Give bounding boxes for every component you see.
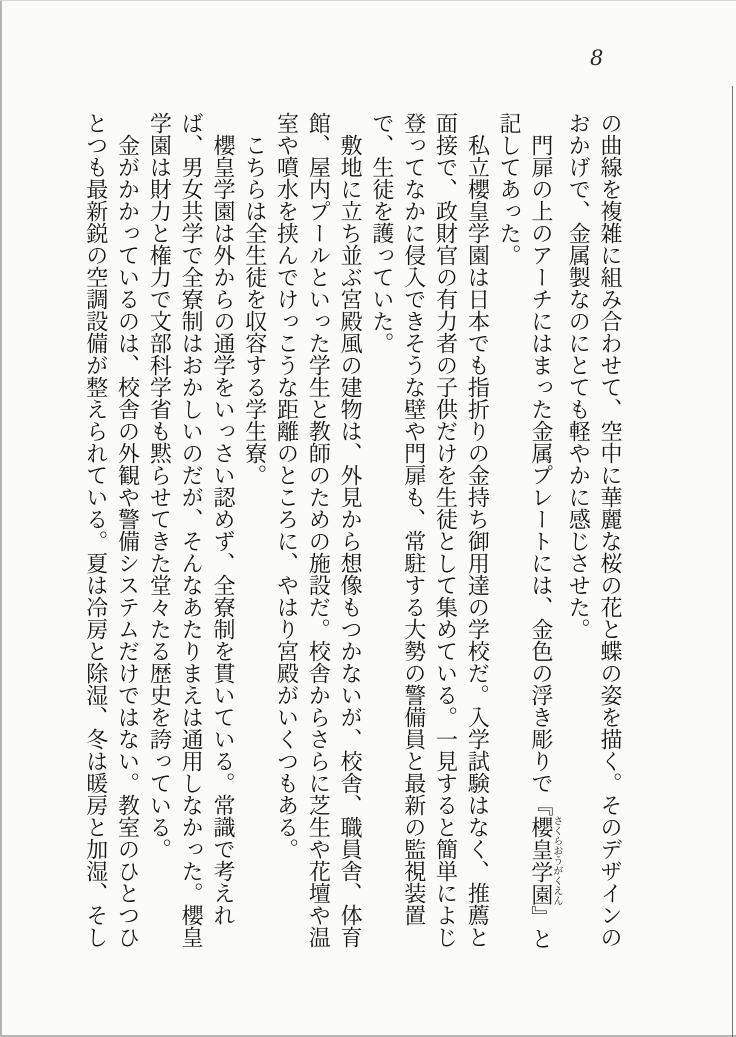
- scan-edge-top: [0, 0, 736, 1]
- paragraph: こちらは全生徒を収容する学生寮。: [241, 134, 267, 486]
- paragraph: 門扉の上のアーチにはまった金属プレートには、金色の浮き彫りで『櫻皇学園さくらおうがくえん』と記してあった。: [496, 112, 562, 950]
- paragraph: 櫻皇学園は外からの通学をいっさい認めず、全寮制を貫いている。常識で考えれば、男女共学で全寮制はおかしいのだが、そんなあたりまえは通用しなかった。櫻皇学園は財力と権力で文部科学省も黙らせてきた堂々たる歴史を誇っている。: [146, 112, 235, 948]
- paragraph: 敷地に立ち並ぶ宮殿風の建物は、外見から想像もつかないが、校舎、職員舎、体育館、屋内プールといった学生と教師のための施設だ。校舎からさらに芝生や花壇や温室や噴水を挟んでけっこうな距離のところに、やはり宮殿がいくつもある。: [273, 112, 363, 948]
- paragraph: の曲線を複雑に組み合わせて、空中に華麗な桜の花と蝶の姿を描く。そのデザインのおかげで、金属製なのにとても軽やかに感じさせた。: [565, 112, 622, 948]
- paragraph: 私立櫻皇学園は日本でも指折りの金持ち御用達の学校だ。入学試験はなく、推薦と面接で、政財官の有力者の子供だけを生徒として集めている。一見すると簡単によじ登ってなかに侵入できそうな壁や門扉も、常駐する大勢の警備員と最新の監視装置で、生徒を護っていた。: [368, 112, 490, 948]
- scan-edge-right: [732, 86, 733, 1037]
- body-text: [79, 112, 625, 950]
- ruby-furigana: 櫻皇学園さくらおうがくえん: [527, 815, 562, 906]
- page-number: 8: [590, 46, 604, 70]
- scan-edge-left: [0, 0, 2, 1037]
- paragraph: 金がかかっているのは、校舎の外観や警備システムだけではない。教室のひとつひとつも最新鋭の空調設備が整えられている。夏は冷房と除湿、冬は暖房と加湿、そし: [82, 112, 140, 948]
